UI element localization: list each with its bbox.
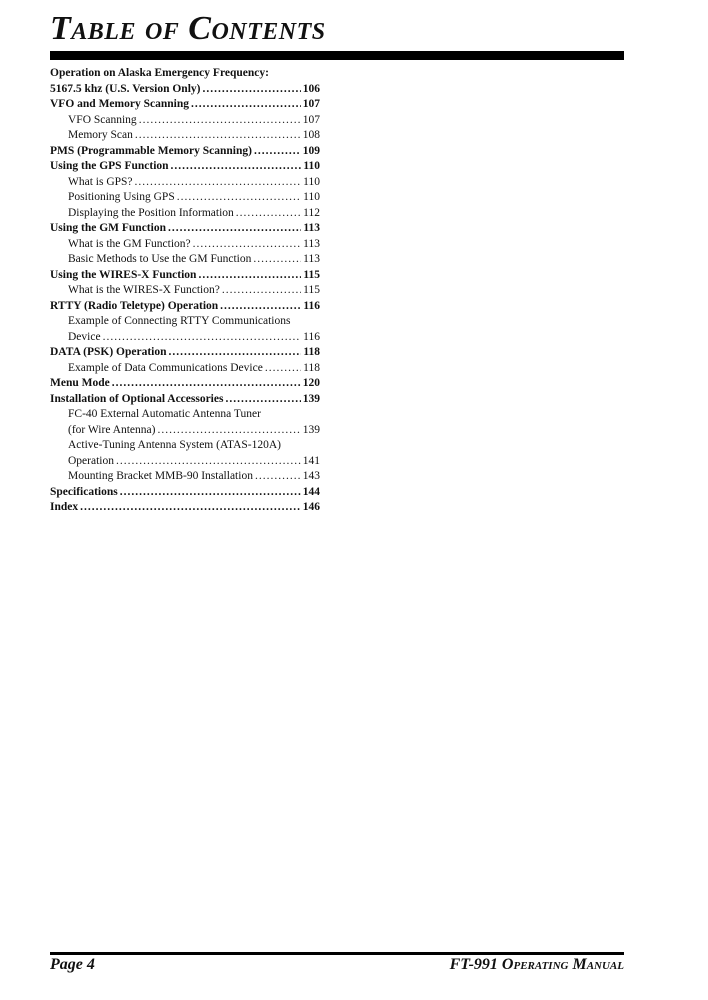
dot-leader xyxy=(253,252,301,268)
toc-entry-page: 139 xyxy=(302,423,320,436)
toc-entry-page: 107 xyxy=(302,113,320,126)
toc-entry-label: Basic Methods to Use the GM Function xyxy=(68,253,252,265)
toc-entry[interactable] xyxy=(50,190,320,206)
toc-entry-page: 110 xyxy=(303,175,320,188)
dot-leader xyxy=(198,268,301,284)
dot-leader xyxy=(103,330,302,346)
toc-entry-label: Mounting Bracket MMB-90 Installation xyxy=(68,470,253,482)
dot-leader xyxy=(255,469,301,485)
toc-entry-page: 118 xyxy=(303,361,320,374)
footer-rule xyxy=(50,952,624,955)
toc-entry-label: PMS (Programmable Memory Scanning) xyxy=(50,144,252,157)
toc-entry[interactable] xyxy=(50,314,320,330)
toc-entry[interactable] xyxy=(50,159,320,175)
toc-entry-page: 113 xyxy=(303,237,320,250)
toc-entry[interactable] xyxy=(50,206,320,222)
toc-entry-label: Using the WIRES-X Function xyxy=(50,268,197,281)
table-of-contents xyxy=(50,66,320,516)
dot-leader xyxy=(193,237,302,253)
toc-entry-label: What is GPS? xyxy=(68,175,133,188)
toc-entry[interactable] xyxy=(50,345,320,361)
toc-entry[interactable] xyxy=(50,330,320,346)
toc-entry-page: 141 xyxy=(302,454,320,467)
toc-entry-page: 115 xyxy=(303,284,320,296)
toc-entry-label: Positioning Using GPS xyxy=(68,191,175,203)
toc-entry-page: 116 xyxy=(303,330,320,343)
toc-entry-label: Device xyxy=(68,330,101,343)
toc-entry-page: 110 xyxy=(303,160,320,172)
dot-leader xyxy=(80,500,301,516)
toc-entry-page: 109 xyxy=(302,144,320,157)
toc-entry-label: 5167.5 khz (U.S. Version Only) xyxy=(50,82,201,95)
toc-entry-label: VFO Scanning xyxy=(68,113,137,126)
toc-entry[interactable] xyxy=(50,144,320,160)
toc-entry-label: Index xyxy=(50,501,79,513)
manual-title: FT-991 Operating Manual xyxy=(449,956,624,973)
toc-entry-label: Using the GM Function xyxy=(50,222,166,234)
toc-entry[interactable] xyxy=(50,454,320,470)
toc-entry[interactable] xyxy=(50,423,320,439)
toc-entry[interactable] xyxy=(50,66,320,82)
dot-leader xyxy=(139,113,301,129)
toc-entry-page: 146 xyxy=(302,501,320,513)
toc-entry-label: (for Wire Antenna) xyxy=(68,423,156,436)
toc-entry-label: DATA (PSK) Operation xyxy=(50,346,167,358)
dot-leader xyxy=(225,392,300,408)
dot-leader xyxy=(116,454,301,470)
toc-entry-page: 143 xyxy=(302,470,320,482)
toc-entry-page: 113 xyxy=(303,222,320,234)
toc-entry-page: 108 xyxy=(302,129,320,141)
page-number: Page 4 xyxy=(50,956,95,973)
dot-leader xyxy=(120,485,301,501)
toc-entry-label: Displaying the Position Information xyxy=(68,206,234,219)
toc-entry-label: RTTY (Radio Teletype) Operation xyxy=(50,299,219,312)
toc-entry-label: Installation of Optional Accessories xyxy=(50,392,224,405)
toc-entry[interactable] xyxy=(50,268,320,284)
toc-entry-label: Using the GPS Function xyxy=(50,160,169,172)
toc-entry[interactable] xyxy=(50,469,320,485)
dot-leader xyxy=(236,206,301,222)
toc-entry[interactable] xyxy=(50,392,320,408)
toc-entry-label: Example of Connecting RTTY Communications xyxy=(68,315,291,327)
toc-entry-label: Example of Data Communications Device xyxy=(68,361,263,374)
header-rule xyxy=(50,51,624,60)
toc-entry[interactable] xyxy=(50,283,320,299)
toc-entry[interactable] xyxy=(50,175,320,191)
toc-entry[interactable] xyxy=(50,361,320,377)
dot-leader xyxy=(168,221,301,237)
toc-entry-page: 110 xyxy=(303,191,320,203)
dot-leader xyxy=(112,376,301,392)
dot-leader xyxy=(191,97,301,113)
toc-entry-page: 116 xyxy=(303,299,320,312)
dot-leader xyxy=(265,361,301,377)
toc-entry-label: What is the WIRES-X Function? xyxy=(68,284,220,296)
toc-entry[interactable] xyxy=(50,438,320,454)
page-title: Table of Contents xyxy=(50,10,326,47)
toc-entry-label: Specifications xyxy=(50,485,118,498)
dot-leader xyxy=(157,423,300,439)
toc-entry-page: 107 xyxy=(302,98,320,110)
toc-entry[interactable] xyxy=(50,485,320,501)
dot-leader xyxy=(202,82,300,98)
toc-entry-page: 120 xyxy=(302,377,320,389)
toc-entry-page: 139 xyxy=(302,392,320,405)
toc-entry[interactable] xyxy=(50,128,320,144)
dot-leader xyxy=(135,175,302,191)
dot-leader xyxy=(169,345,302,361)
toc-entry[interactable] xyxy=(50,82,320,98)
toc-entry[interactable] xyxy=(50,97,320,113)
dot-leader xyxy=(171,159,302,175)
toc-entry-page: 106 xyxy=(302,82,320,95)
toc-entry-label: Memory Scan xyxy=(68,129,133,141)
toc-entry-page: 144 xyxy=(302,485,320,498)
toc-entry-label: What is the GM Function? xyxy=(68,237,191,250)
toc-entry-page: 115 xyxy=(303,268,320,281)
toc-entry[interactable] xyxy=(50,252,320,268)
toc-entry-page: 118 xyxy=(303,346,320,358)
toc-entry[interactable] xyxy=(50,500,320,516)
dot-leader xyxy=(177,190,301,206)
toc-entry[interactable] xyxy=(50,221,320,237)
toc-entry-label: Operation on Alaska Emergency Frequency: xyxy=(50,67,269,79)
toc-entry[interactable] xyxy=(50,407,320,423)
toc-entry-label: Operation xyxy=(68,454,114,467)
toc-entry-label: VFO and Memory Scanning xyxy=(50,98,189,110)
dot-leader xyxy=(135,128,301,144)
toc-entry-label: Menu Mode xyxy=(50,377,110,389)
dot-leader xyxy=(220,299,301,315)
dot-leader xyxy=(254,144,301,160)
toc-entry[interactable] xyxy=(50,376,320,392)
toc-entry-page: 113 xyxy=(303,253,320,265)
toc-entry[interactable] xyxy=(50,299,320,315)
toc-entry-label: Active-Tuning Antenna System (ATAS-120A) xyxy=(68,439,281,451)
dot-leader xyxy=(222,283,301,299)
toc-entry-page: 112 xyxy=(303,206,320,219)
toc-entry[interactable] xyxy=(50,113,320,129)
toc-entry-label: FC-40 External Automatic Antenna Tuner xyxy=(68,408,261,420)
toc-entry[interactable] xyxy=(50,237,320,253)
